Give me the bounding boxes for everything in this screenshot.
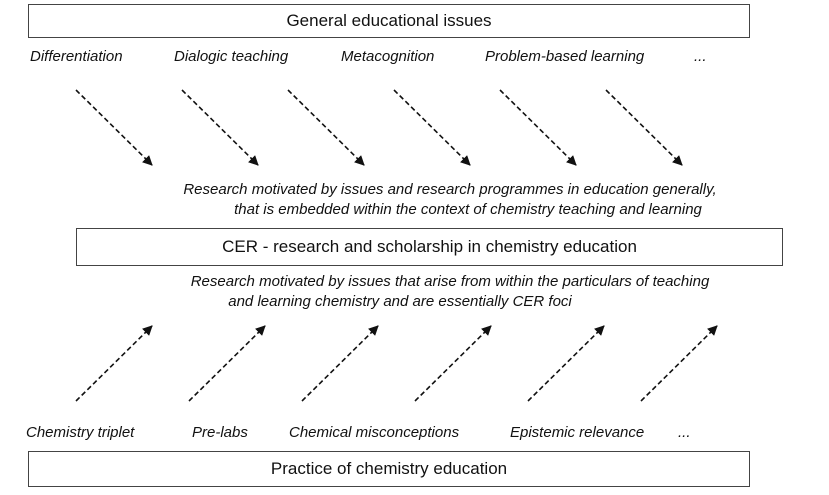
topic-metacognition: Metacognition	[341, 48, 435, 65]
down-arrow-3	[288, 90, 364, 165]
down-arrow-2	[182, 90, 258, 165]
topic-dialogic-teaching: Dialogic teaching	[174, 48, 289, 65]
topic-problem-based-learning: Problem-based learning	[485, 48, 645, 65]
up-arrow-3	[302, 326, 378, 401]
up-arrow-2	[189, 326, 265, 401]
down-arrow-4	[394, 90, 470, 165]
topic-chemical-misconceptions: Chemical misconceptions	[289, 424, 460, 441]
topic-epistemic-relevance: Epistemic relevance	[510, 424, 645, 441]
up-arrow-5	[528, 326, 604, 401]
down-arrow-6	[606, 90, 682, 165]
general-research-line-2: that is embedded within the context of chemistry teaching and learning	[234, 201, 702, 218]
general-educational-issues-box: General educational issues	[28, 4, 750, 38]
up-arrow-6	[641, 326, 717, 401]
topic-chemistry-triplet: Chemistry triplet	[26, 424, 135, 441]
cer-research-line-2: and learning chemistry and are essentially CER foci	[228, 293, 572, 310]
up-arrow-1	[76, 326, 152, 401]
general-research-line-1: Research motivated by issues and research programmes in education generally,	[183, 181, 717, 198]
practice-box: Practice of chemistry education	[28, 451, 750, 487]
up-arrow-4	[415, 326, 491, 401]
topic-more-top: ...	[694, 48, 707, 65]
cer-research-line-1: Research motivated by issues that arise from within the particulars of teaching	[190, 273, 710, 290]
topic-more-bottom: ...	[678, 424, 691, 441]
down-arrow-5	[500, 90, 576, 165]
topic-pre-labs: Pre-labs	[192, 424, 248, 441]
down-arrow-1	[76, 90, 152, 165]
cer-box: CER - research and scholarship in chemistry education	[76, 228, 783, 266]
topic-differentiation: Differentiation	[30, 48, 123, 65]
